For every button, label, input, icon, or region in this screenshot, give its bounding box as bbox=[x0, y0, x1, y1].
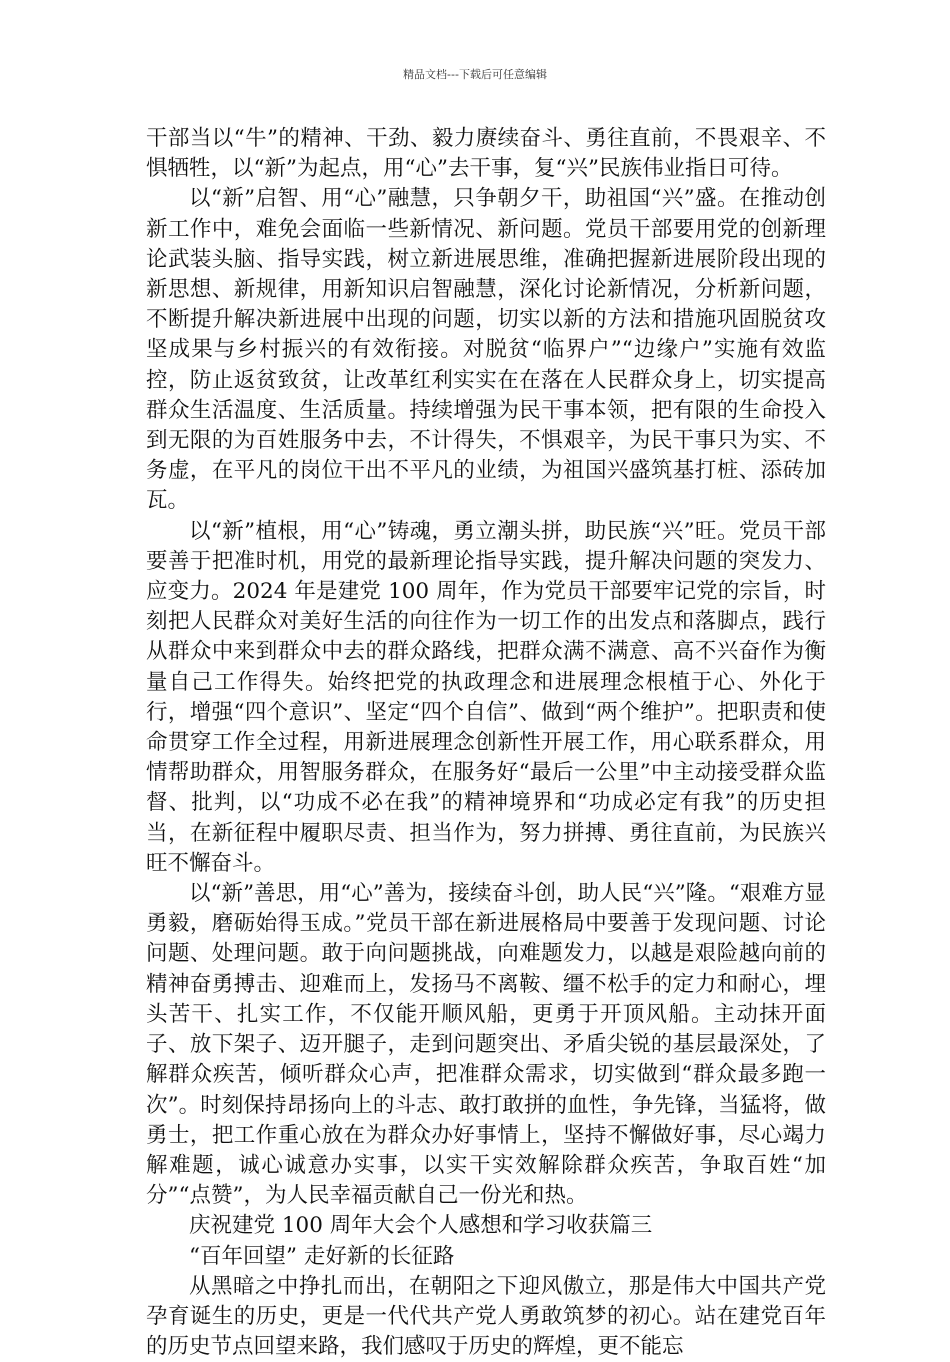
section-subtitle: “百年回望” 走好新的长征路 bbox=[189, 1243, 455, 1269]
paragraph-1: 干部当以“牛”的精神、干劲、毅力赓续奋斗、勇往直前，不畏艰辛、不惧牺牲，以“新”为起点，用“心”去干事，复“兴”民族伟业指日可待。 bbox=[146, 126, 826, 182]
paragraph-4: 以“新”善思，用“心”善为，接续奋斗创，助人民“兴”隆。“艰难方显勇毅，磨砺始得玉成。”党员干部在新进展格局中要善于发现问题、讨论问题、处理问题。敢于向问题挑战，向难题发力，以越是艰险越向前的精神奋勇搏击、迎难而上，发扬马不离鞍、缰不松手的定力和耐心，埋头苦干、扎实工作，不仅能开顺风船，更勇于开顶风船。主动抹开面子、放下架子、迈开腿子，走到问题突出、矛盾尖锐的基层最深处，了解群众疾苦，倾听群众心声，把准群众需求，切实做到“群众最多跑一次”。时刻保持昂扬向上的斗志、敢打敢拼的血性，争先锋，当猛将，做勇士，把工作重心放在为群众办好事情上，坚持不懈做好事，尽心竭力解难题，诚心诚意办实事，以实干实效解除群众疾苦，争取百姓“加分”“点赞”，为人民幸福贡献自己一份光和热。 bbox=[146, 881, 826, 1209]
page-header: 精品文档---下载后可任意编辑 bbox=[403, 68, 547, 81]
document-body bbox=[146, 124, 826, 1362]
paragraph-2: 以“新”启智、用“心”融慧，只争朝夕干，助祖国“兴”盛。在推动创新工作中，难免会面临一些新情况、新问题。党员干部要用党的创新理论武装头脑、指导实践，树立新进展思维，准确把握新进展阶段出现的新思想、新规律，用新知识启智融慧，深化讨论新情况，分析新问题，不断提升解决新进展中出现的问题，切实以新的方法和措施巩固脱贫攻坚成果与乡村振兴的有效衔接。对脱贫“临界户”“边缘户”实施有效监控，防止返贫致贫，让改革红利实实在在落在人民群众身上，切实提高群众生活温度、生活质量。持续增强为民干事本领，把有限的生命投入到无限的为百姓服务中去，不计得失，不惧艰辛，为民干事只为实、不务虚，在平凡的岗位干出不平凡的业绩，为祖国兴盛筑基打桩、添砖加瓦。 bbox=[146, 186, 826, 514]
section-title: 庆祝建党 100 周年大会个人感想和学习收获篇三 bbox=[189, 1213, 653, 1239]
paragraph-3: 以“新”植根，用“心”铸魂，勇立潮头拼，助民族“兴”旺。党员干部要善于把准时机，用党的最新理论指导实践，提升解决问题的突发力、应变力。2024 年是建党 100 周年，作为党员干部要牢记党的宗旨，时刻把人民群众对美好生活的向往作为一切工作的出发点和落脚点，践行从群众中来到群众中去的群众路线，把群众满不满意、高不兴奋作为衡量自己工作得失。始终把党的执政理念和进展理念根植于心、外化于行，增强“四个意识”、坚定“四个自信”、做到“两个维护”。把职责和使命贯穿工作全过程，用新进展理念创新性开展工作，用心联系群众，用情帮助群众，用智服务群众，在服务好“最后一公里”中主动接受群众监督、批判，以“功成不必在我”的精神境界和“功成必定有我”的历史担当，在新征程中履职尽责、担当作为，努力拼搏、勇往直前，为民族兴旺不懈奋斗。 bbox=[146, 518, 826, 876]
paragraph-5: 从黑暗之中挣扎而出，在朝阳之下迎风傲立，那是伟大中国共产党孕育诞生的历史，更是一代代共产党人勇敢筑梦的初心。站在建党百年的历史节点回望来路，我们感叹于历史的辉煌，更不能忘 bbox=[146, 1273, 826, 1360]
